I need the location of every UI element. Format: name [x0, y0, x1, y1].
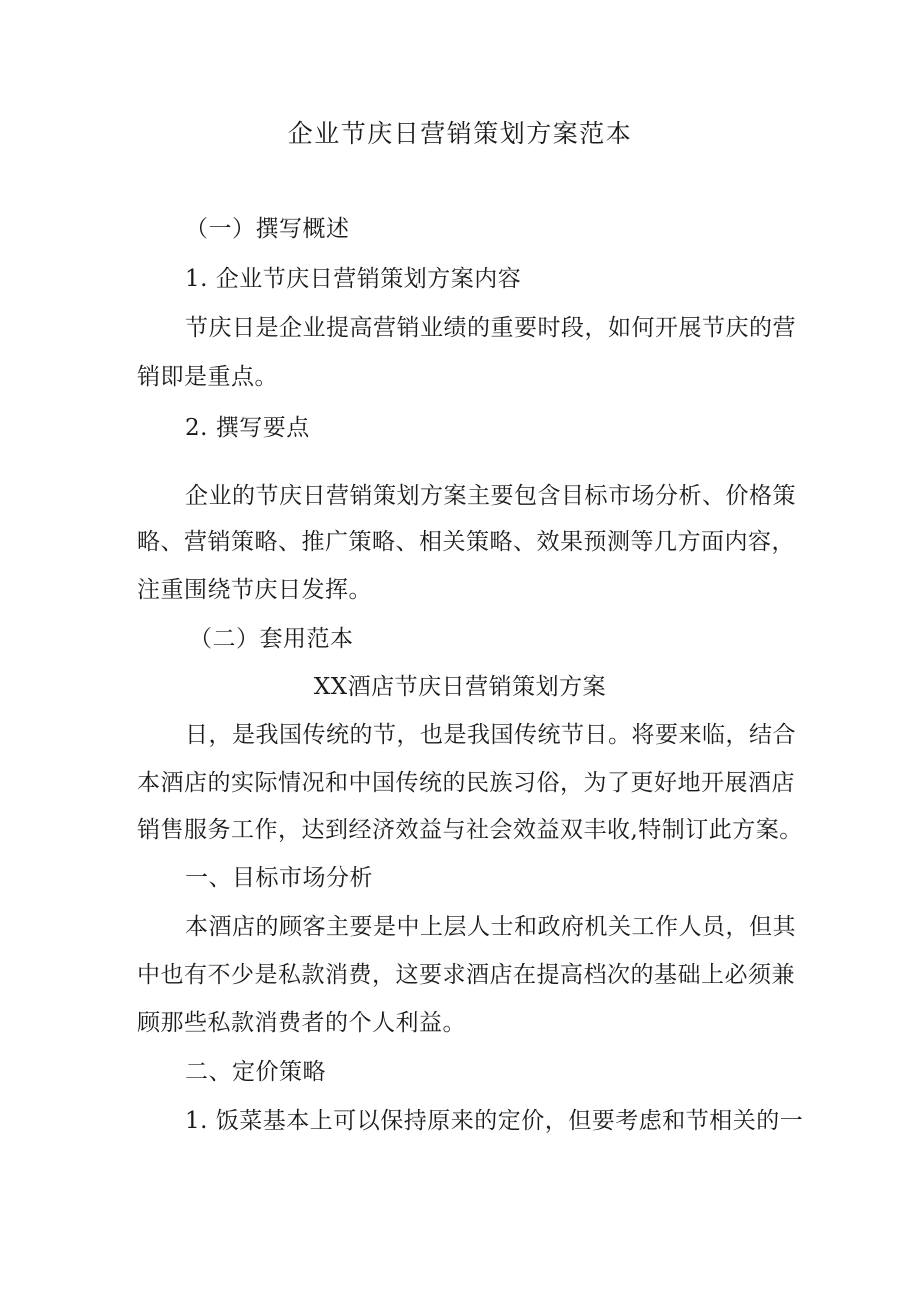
sample-title: XX酒店节庆日营销策划方案 — [313, 674, 607, 700]
part-heading-market-analysis: 一、目标市场分析 — [185, 865, 373, 891]
paragraph-line: 本酒店的顾客主要是中上层人士和政府机关工作人员，但其 — [185, 914, 796, 940]
paragraph-line: 节庆日是企业提高营销业绩的重要时段，如何开展节庆的营 — [185, 315, 796, 341]
paragraph-line: 日，是我国传统的节，也是我国传统节日。将要来临，结合 — [185, 722, 796, 748]
paragraph-line: 顾那些私款消费者的个人利益。 — [137, 1010, 466, 1036]
paragraph-line: 本酒店的实际情况和中国传统的民族习俗，为了更好地开展酒店 — [137, 770, 795, 796]
paragraph-line: 略、营销策略、推广策略、相关策略、效果预测等几方面内容， — [137, 529, 795, 555]
paragraph-line: 企业的节庆日营销策划方案主要包含目标市场分析、价格策 — [185, 483, 796, 509]
document-title: 企业节庆日营销策划方案范本 — [287, 119, 633, 148]
section-heading-overview: （一）撰写概述 — [185, 216, 350, 242]
paragraph-line: 注重围绕节庆日发挥。 — [137, 577, 372, 603]
paragraph-line: 1. 饭菜基本上可以保持原来的定价，但要考虑和节相关的一 — [185, 1108, 804, 1134]
item-heading-key-points: 2. 撰写要点 — [185, 415, 310, 441]
paragraph-line: 中也有不少是私款消费，这要求酒店在提高档次的基础上必须兼 — [137, 962, 795, 988]
paragraph-line: 销售服务工作，达到经济效益与社会效益双丰收,特制订此方案。 — [137, 817, 803, 843]
paragraph-line: 销即是重点。 — [137, 364, 278, 390]
item-heading-content: 1. 企业节庆日营销策划方案内容 — [185, 266, 522, 292]
section-heading-template: （二）套用范本 — [189, 626, 354, 652]
part-heading-pricing: 二、定价策略 — [185, 1059, 326, 1085]
